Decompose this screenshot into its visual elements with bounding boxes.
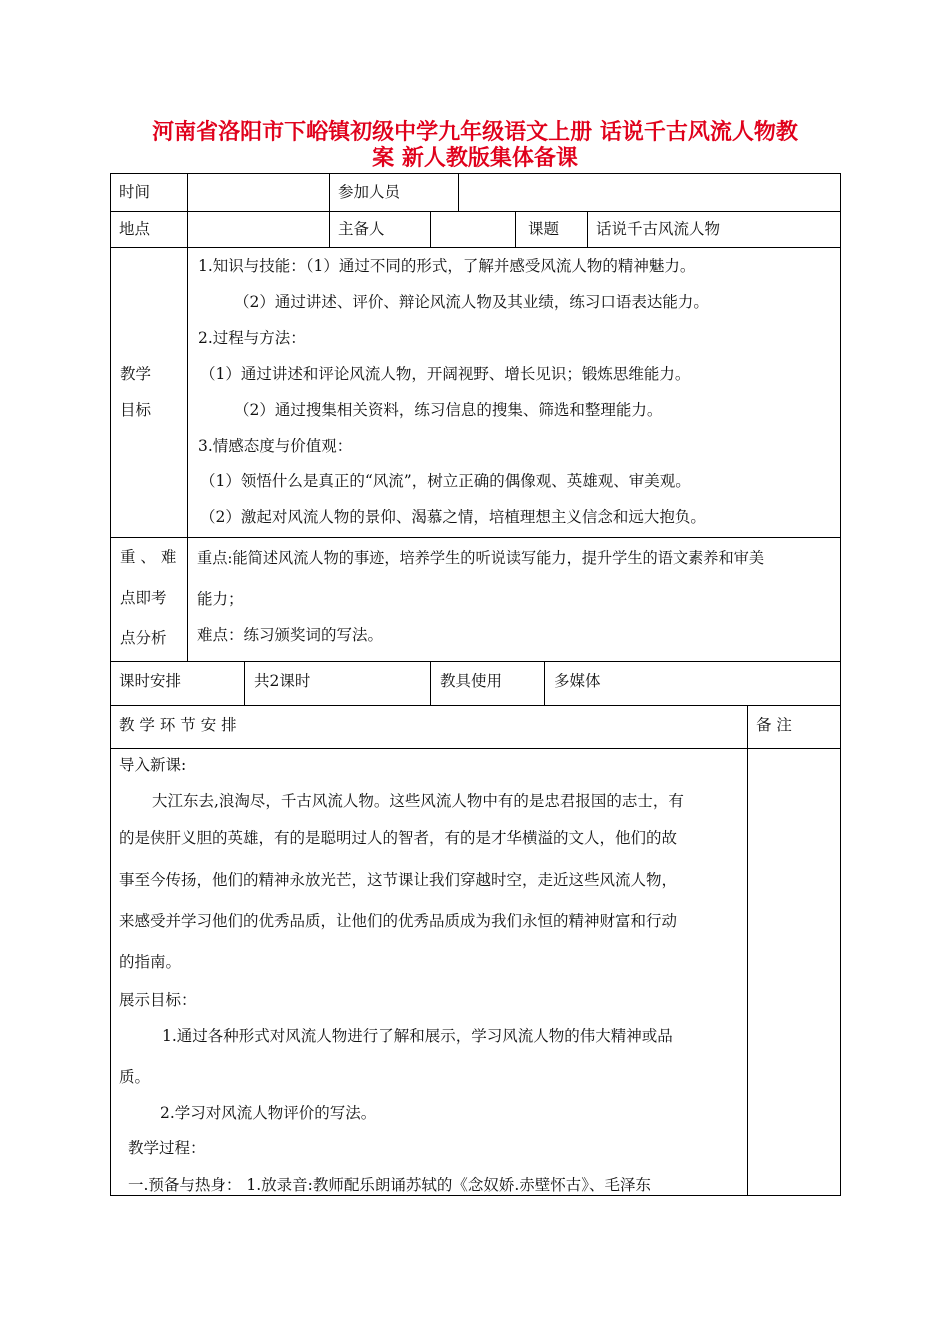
col-divider (430, 211, 431, 247)
key-points-label-line-1: 重 、 难 (120, 548, 177, 566)
remarks-header: 备 注 (756, 716, 792, 734)
document-title (110, 120, 840, 172)
participants-label: 参加人员 (338, 183, 401, 201)
key-points-label-line-2: 点即考 (120, 589, 167, 607)
col-divider (187, 173, 188, 661)
process-line: 一.预备与热身： 1.放录音:教师配乐朗诵苏轼的《念奴娇.赤壁怀古》、毛泽东 (128, 1176, 652, 1194)
row-divider (110, 705, 840, 706)
objective-line: （1）通过讲述和评论风流人物，开阔视野、增长见识；锻炼思维能力。 (200, 365, 691, 383)
intro-paragraph-line: 来感受并学习他们的优秀品质，让他们的优秀品质成为我们永恒的精神财富和行动 (119, 912, 678, 930)
col-divider (587, 211, 588, 247)
objective-line: （1）领悟什么是真正的“风流”，树立正确的偶像观、英雄观、审美观。 (200, 472, 691, 490)
objective-line: （2）通过搜集相关资料，练习信息的搜集、筛选和整理能力。 (234, 401, 663, 419)
row-divider (110, 748, 840, 749)
col-divider (747, 705, 748, 1196)
row-divider (110, 661, 840, 662)
objective-line: （2）激起对风流人物的景仰、渴慕之情，培植理想主义信念和远大抱负。 (200, 508, 706, 526)
intro-paragraph-line: 大江东去,浪淘尽，千古风流人物。这些风流人物中有的是忠君报国的志士，有 (152, 792, 684, 810)
title-line-2: 案 新人教版集体备课 (372, 146, 578, 171)
objective-line: 2.过程与方法： (198, 329, 306, 347)
row-divider (110, 247, 840, 248)
col-divider (458, 173, 459, 211)
teaching-tools-label: 教具使用 (440, 672, 503, 690)
col-divider (544, 661, 545, 705)
lead-preparer-label: 主备人 (338, 220, 385, 238)
class-hours-label: 课时安排 (119, 672, 182, 690)
teaching-tools-value: 多媒体 (554, 672, 601, 690)
objective-line: （2）通过讲述、评价、辩论风流人物及其业绩，练习口语表达能力。 (234, 293, 709, 311)
goal-line: 2.学习对风流人物评价的写法。 (160, 1104, 377, 1122)
arrangement-header: 教 学 环 节 安 排 (119, 716, 237, 734)
objectives-label-line-1: 教学 (120, 365, 152, 383)
key-points-line: 难点：练习颁奖词的写法。 (197, 626, 384, 644)
intro-paragraph-line: 事至今传扬，他们的精神永放光芒，这节课让我们穿越时空，走近这些风流人物， (119, 871, 678, 889)
key-points-line: 能力； (197, 590, 244, 608)
goal-line: 质。 (119, 1068, 151, 1086)
goal-line: 1.通过各种形式对风流人物进行了解和展示，学习风流人物的伟大精神或品 (162, 1027, 673, 1045)
col-divider (515, 211, 516, 247)
objective-line: 3.情感态度与价值观： (198, 437, 353, 455)
row-divider (110, 211, 840, 212)
goals-heading: 展示目标： (119, 991, 197, 1009)
topic-label: 课题 (528, 220, 560, 238)
objectives-label-line-2: 目标 (120, 401, 152, 419)
process-heading: 教学过程： (128, 1139, 206, 1157)
key-points-line: 重点:能简述风流人物的事迹，培养学生的听说读写能力，提升学生的语文素养和审美 (197, 549, 765, 567)
col-divider (430, 661, 431, 705)
time-label: 时间 (119, 183, 151, 201)
class-hours-value: 共2课时 (254, 672, 311, 690)
row-divider (110, 537, 840, 538)
topic-value: 话说千古风流人物 (596, 220, 721, 238)
intro-paragraph-line: 的指南。 (119, 953, 182, 971)
intro-heading: 导入新课: (119, 756, 187, 774)
intro-paragraph-line: 的是侠肝义胆的英雄，有的是聪明过人的智者，有的是才华横溢的文人，他们的故 (119, 829, 678, 847)
col-divider (329, 173, 330, 247)
col-divider (244, 661, 245, 705)
place-label: 地点 (119, 220, 151, 238)
key-points-label-line-3: 点分析 (120, 629, 167, 647)
title-line-1: 河南省洛阳市下峪镇初级中学九年级语文上册 话说千古风流人物教 (152, 120, 798, 145)
objective-line: 1.知识与技能：（1）通过不同的形式，了解并感受风流人物的精神魅力。 (198, 257, 696, 275)
